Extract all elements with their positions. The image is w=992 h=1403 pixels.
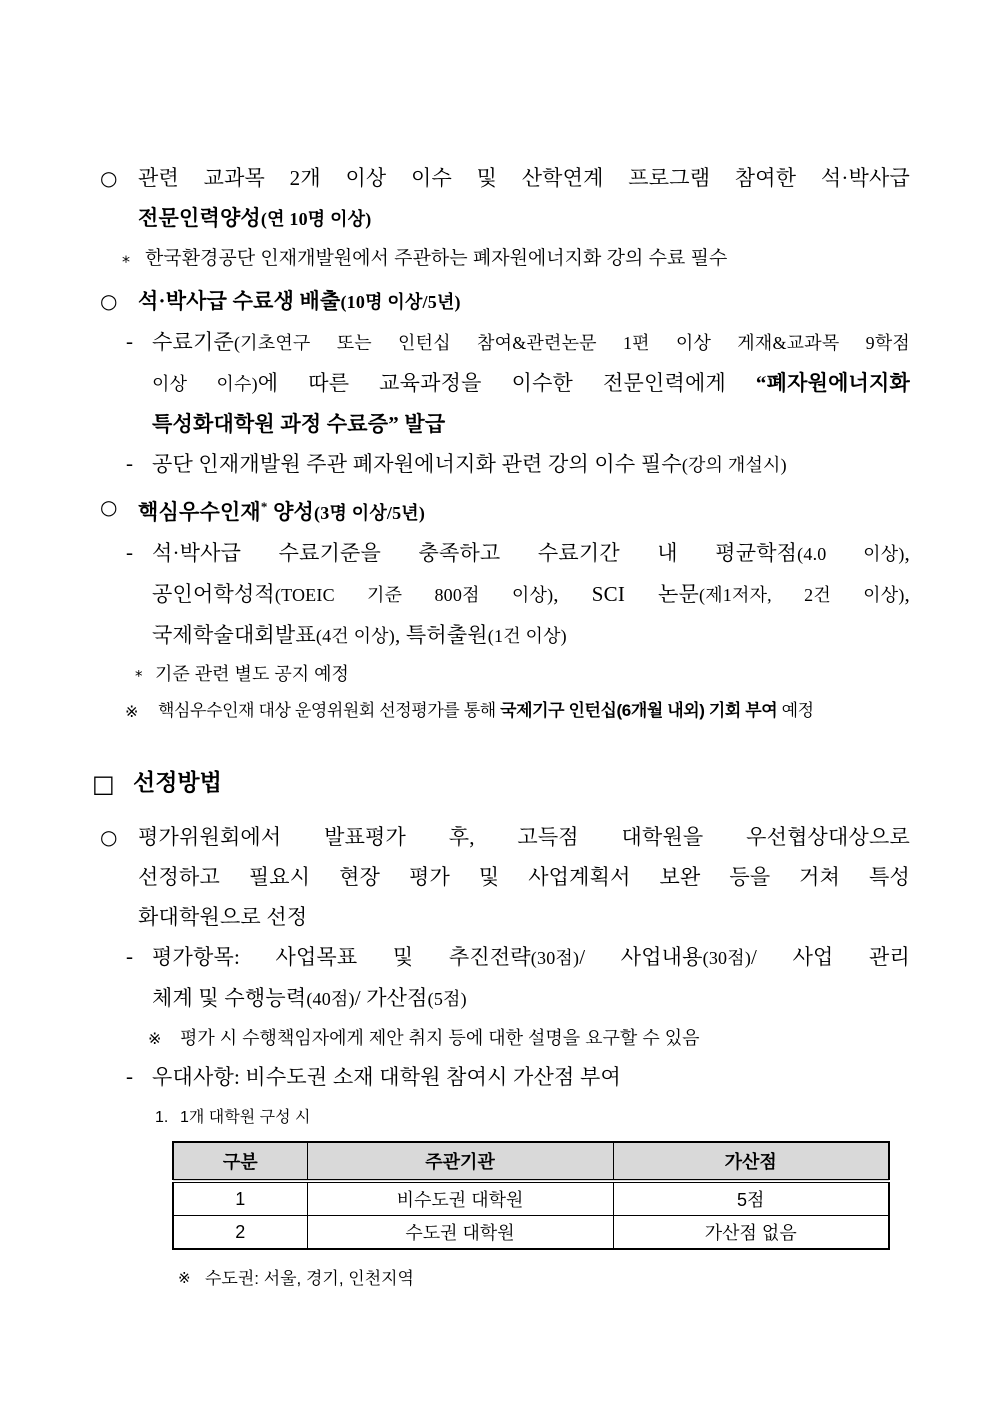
cell-row2-category: 2: [173, 1216, 307, 1250]
circle-bullet: ○: [100, 166, 118, 190]
table-header-row: [173, 1142, 889, 1181]
text-run: (제1저자, 2건 이상): [699, 585, 905, 605]
asterisk-marker: *: [122, 252, 130, 271]
text-run: 수료기준: [152, 330, 234, 354]
text-run: 선정하고 필요시 현장 평가 및 사업계획서 보완 등을 거쳐 특성: [138, 865, 910, 889]
text-run: 에 따른 교육과정을 이수한 전문인력에게: [257, 371, 756, 395]
text-line: [92, 857, 910, 897]
text-line: [92, 817, 910, 857]
numbered-list-label: [92, 1105, 910, 1131]
text-line: [92, 487, 910, 533]
text-run: , 특허출원: [394, 623, 488, 647]
table-row: [173, 1216, 889, 1250]
text-run: ,: [904, 582, 910, 606]
text-run: (3명 이상/5년): [314, 503, 426, 523]
dash-bullet: -: [126, 451, 134, 475]
cell-row1-bonus: 5점: [613, 1181, 889, 1216]
dash-bullet: -: [126, 1064, 134, 1088]
dash-bullet: -: [126, 329, 134, 353]
text-run: 공인어학성적: [152, 582, 275, 606]
text-line: [92, 615, 910, 656]
text-run: “폐자원에너지화: [755, 371, 911, 395]
asterisk-marker: *: [135, 667, 143, 685]
sub-item-lecture-required: [92, 444, 910, 485]
text-run: 양성: [267, 500, 315, 524]
text-run: 석·박사급 수료생 배출: [138, 289, 341, 313]
bonus-points-table: [172, 1141, 890, 1250]
text-line: [92, 322, 910, 363]
cell-row2-institution: 수도권 대학원: [307, 1216, 613, 1250]
text-run: (40점): [306, 989, 355, 1009]
text-line: [92, 574, 910, 615]
text-run: 예정: [777, 701, 814, 720]
bullet-item-workforce-training: [92, 158, 910, 239]
text-run: / 사업 관리: [751, 945, 910, 969]
text-line: [92, 404, 910, 444]
text-run: 전문인력양성: [138, 206, 261, 230]
text-run: 수도권: 서울, 경기, 인천지역: [205, 1269, 414, 1288]
text-run: 공단 인재개발원 주관 폐자원에너지화 관련 강의 이수 필수: [152, 452, 682, 476]
list-number: 1.: [155, 1109, 169, 1126]
text-run: 평가항목: 사업목표 및 추진전략: [152, 945, 531, 969]
bullet-item-graduates: [92, 281, 910, 322]
text-run: 화대학원으로 선정: [138, 905, 308, 929]
text-run: (5점): [427, 989, 467, 1009]
bullet-item-core-talent: [92, 487, 910, 533]
text-run: 평가위원회에서 발표평가 후, 고득점 대학원을 우선협상대상으로: [138, 825, 910, 849]
text-run: (기초연구 또는 인턴십 참여&관련논문 1편 이상 게재&교과목 9학점: [233, 333, 910, 353]
sub-item-talent-criteria: [92, 533, 910, 656]
circle-bullet: ○: [100, 495, 118, 519]
footnote-explanation-request: [92, 1019, 910, 1057]
text-run: (10명 이상/5년): [340, 292, 461, 312]
text-run: / 가산점: [354, 986, 428, 1010]
text-run: (4.0 이상): [797, 544, 905, 564]
text-run: 특성화대학원 과정 수료증” 발급: [152, 412, 446, 436]
dash-bullet: -: [126, 944, 134, 968]
text-line: [92, 444, 910, 485]
text-run: , SCI 논문: [553, 582, 699, 606]
text-run: (30점): [702, 948, 752, 968]
cell-row2-bonus: 가산점 없음: [613, 1216, 889, 1250]
text-line: [92, 533, 910, 574]
text-run: 핵심우수인재 대상 운영위원회 선정평가를 통해: [158, 701, 501, 720]
text-line: [92, 978, 910, 1019]
superscript-asterisk: *: [260, 499, 268, 514]
col-header-institution: 주관기관: [307, 1142, 613, 1181]
reference-mark: ※: [125, 702, 139, 721]
circle-bullet: ○: [100, 289, 118, 313]
text-line: [92, 363, 910, 404]
cell-row1-category: 1: [173, 1181, 307, 1216]
text-line: [92, 937, 910, 978]
text-run: (1건 이상): [487, 626, 567, 646]
text-run: 한국환경공단 인재개발원에서 주관하는 폐자원에너지화 강의 수료 필수: [145, 248, 728, 269]
text-line: [92, 1057, 910, 1097]
sub-item-preference: [92, 1057, 910, 1097]
text-run: 국제학술대회발표: [152, 623, 316, 647]
sub-item-evaluation-criteria: [92, 937, 910, 1019]
text-run: 석·박사급 수료기준을 충족하고 수료기간 내 평균학점: [152, 541, 798, 565]
footnote-course-required: [92, 239, 910, 279]
text-run: 기준 관련 별도 공지 예정: [155, 664, 349, 684]
bullet-item-evaluation: [92, 817, 910, 937]
col-header-bonus: 가산점: [613, 1142, 889, 1181]
heading-text: 선정방법: [133, 770, 222, 795]
footnote-internship: [92, 692, 910, 730]
text-run: / 사업내용: [579, 945, 703, 969]
reference-mark: ※: [178, 1269, 191, 1287]
text-run: 평가 시 수행책임자에게 제안 취지 등에 대한 설명을 요구할 수 있음: [180, 1028, 700, 1048]
reference-mark: ※: [148, 1029, 162, 1048]
footnote-metropolitan-area: [92, 1266, 910, 1292]
text-run: (연 10명 이상): [260, 209, 372, 229]
text-run: ,: [904, 541, 910, 565]
col-header-category: 구분: [173, 1142, 307, 1181]
document-content: [92, 158, 910, 1292]
text-run: 핵심우수인재: [138, 500, 261, 524]
section-heading-selection-method: [92, 763, 910, 803]
text-run: (강의 개설시): [681, 455, 787, 475]
text-run: 국제기구 인턴십(6개월 내외) 기회 부여: [500, 701, 778, 720]
text-run: 1개 대학원 구성 시: [180, 1109, 311, 1126]
footnote-criteria-notice: [92, 656, 910, 692]
cell-row1-institution: 비수도권 대학원: [307, 1181, 613, 1216]
text-line: [92, 281, 910, 322]
text-run: (TOEIC 기준 800점 이상): [274, 585, 554, 605]
text-line: [92, 158, 910, 198]
circle-bullet: ○: [100, 825, 118, 849]
text-run: (4건 이상): [315, 626, 395, 646]
text-run: 이상 이수): [152, 374, 258, 394]
text-run: 우대사항: 비수도권 소재 대학원 참여시 가산점 부여: [152, 1065, 621, 1089]
text-run: 관련 교과목 2개 이상 이수 및 산학연계 프로그램 참여한 석·박사급: [138, 166, 910, 190]
dash-bullet: -: [126, 540, 134, 564]
text-run: (30점): [530, 948, 580, 968]
table-row: [173, 1181, 889, 1216]
sub-item-completion-criteria: [92, 322, 910, 444]
text-run: 체계 및 수행능력: [152, 986, 307, 1010]
text-line: [92, 198, 910, 239]
square-bullet: □: [92, 770, 115, 798]
text-line: [92, 897, 910, 937]
